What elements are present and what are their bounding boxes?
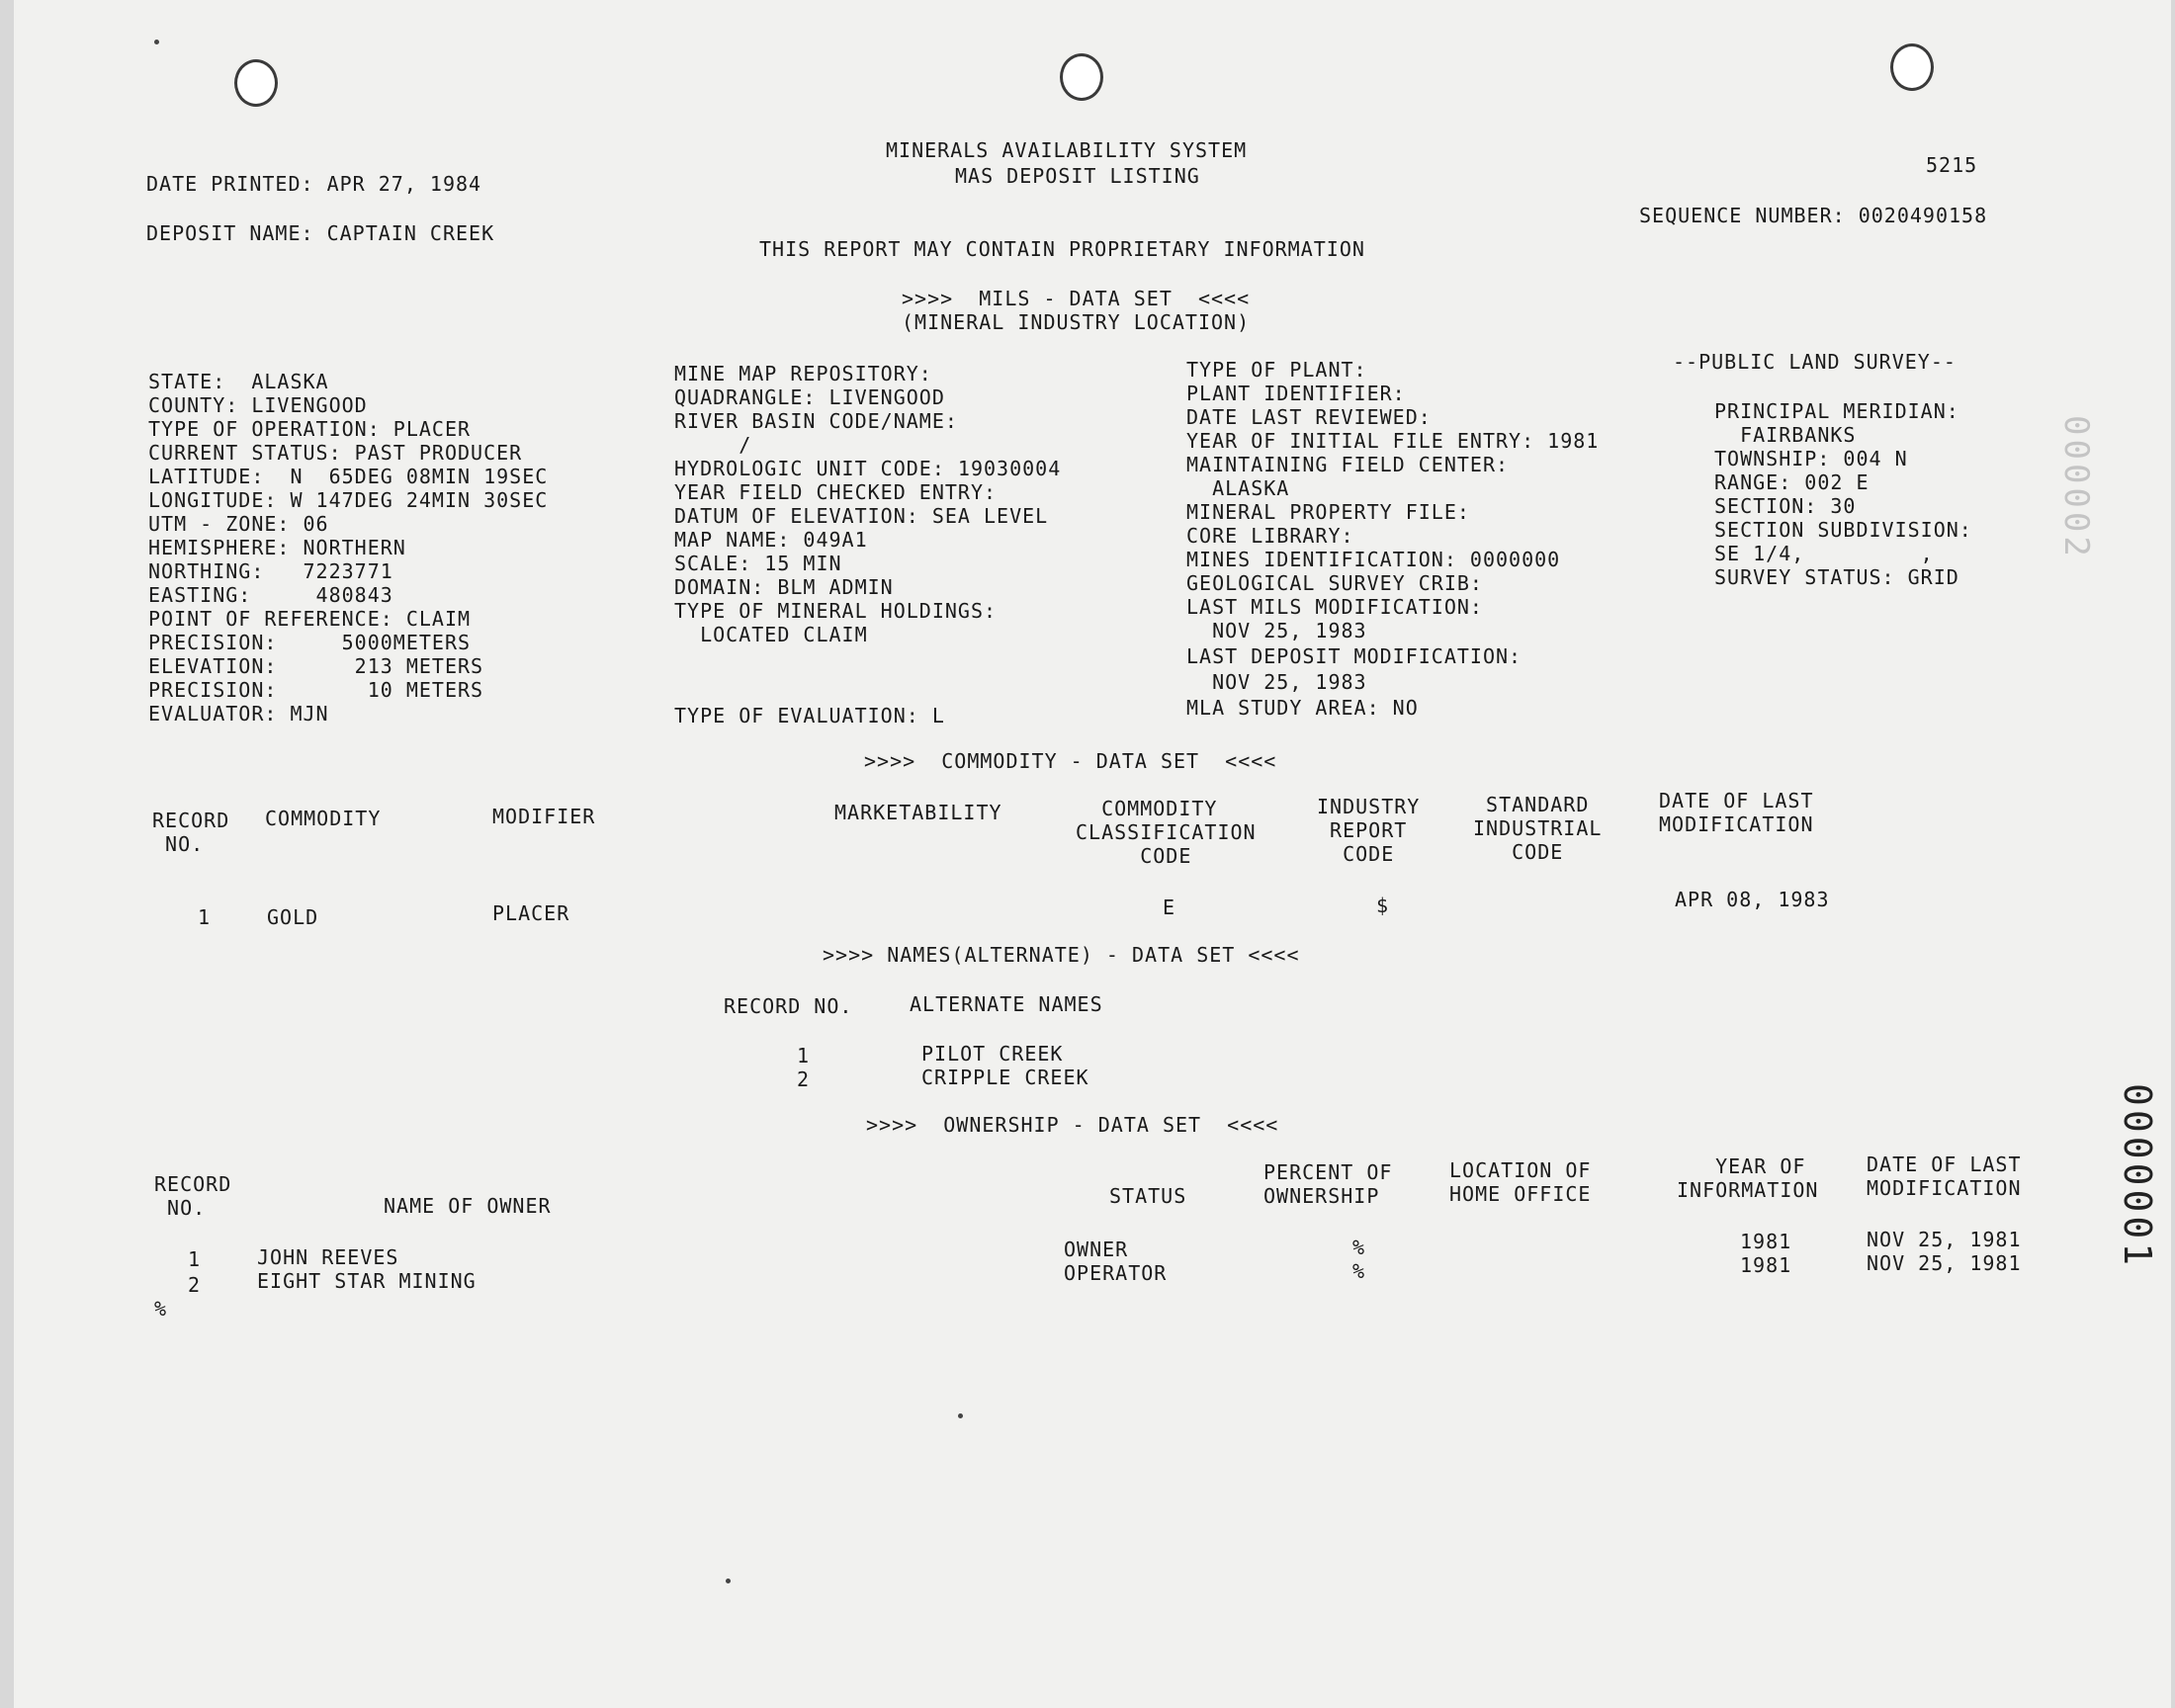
field-elevation-precision: PRECISION: 10 METERS	[148, 678, 484, 702]
field-point-of-reference: POINT OF REFERENCE: CLAIM	[148, 607, 472, 631]
commodity-col-sic: STANDARD INDUSTRIAL CODE	[1473, 793, 1603, 864]
commodity-col-modifier: MODIFIER	[492, 805, 596, 828]
field-last-mils-modification: LAST MILS MODIFICATION:	[1186, 595, 1483, 619]
ownership-record-no: 1	[188, 1247, 202, 1271]
field-utm-zone: UTM - ZONE: 06	[148, 512, 329, 536]
field-principal-meridian: PRINCIPAL MERIDIAN:	[1714, 399, 1959, 423]
field-hydrologic-unit: HYDROLOGIC UNIT CODE: 19030004	[674, 457, 1062, 480]
commodity-col-record: RECORD NO.	[152, 809, 230, 856]
field-field-center-value: ALASKA	[1186, 476, 1290, 500]
punch-hole-left	[234, 59, 278, 107]
commodity-class-code: E	[1163, 896, 1176, 919]
speck	[154, 40, 159, 44]
field-type-of-evaluation: TYPE OF EVALUATION: L	[674, 704, 945, 727]
field-scale: SCALE: 15 MIN	[674, 552, 842, 575]
margin-stamp-faint: 000002	[2056, 415, 2096, 560]
field-precision: PRECISION: 5000METERS	[148, 631, 472, 654]
public-land-survey-title: --PUBLIC LAND SURVEY--	[1673, 350, 1957, 374]
field-easting: EASTING: 480843	[148, 583, 393, 607]
field-mineral-holdings: TYPE OF MINERAL HOLDINGS:	[674, 599, 998, 623]
commodity-report-code: $	[1376, 894, 1390, 917]
listing-title: MAS DEPOSIT LISTING	[955, 164, 1200, 188]
commodity-modifier: PLACER	[492, 901, 570, 925]
field-northing: NORTHING: 7223771	[148, 559, 393, 583]
mils-title: >>>> MILS - DATA SET <<<<	[902, 287, 1251, 310]
commodity-col-classification: COMMODITY CLASSIFICATION CODE	[1076, 797, 1257, 868]
field-river-basin: RIVER BASIN CODE/NAME:	[674, 409, 958, 433]
names-record-no: 2	[797, 1068, 811, 1091]
system-title: MINERALS AVAILABILITY SYSTEM	[886, 138, 1248, 162]
field-survey-status: SURVEY STATUS: GRID	[1714, 565, 1959, 589]
ownership-date: NOV 25, 1981	[1867, 1251, 2022, 1275]
field-state: STATE: ALASKA	[148, 370, 329, 393]
field-mineral-holdings-value: LOCATED CLAIM	[674, 623, 868, 646]
ownership-footnote: %	[154, 1297, 168, 1321]
field-mla-study-area: MLA STUDY AREA: NO	[1186, 696, 1419, 720]
sequence-number: SEQUENCE NUMBER: 0020490158	[1639, 204, 1988, 227]
commodity-record-no: 1	[198, 905, 212, 929]
field-range: RANGE: 002 E	[1714, 470, 1870, 494]
field-geological-survey-crib: GEOLOGICAL SURVEY CRIB:	[1186, 571, 1483, 595]
field-longitude: LONGITUDE: W 147DEG 24MIN 30SEC	[148, 488, 549, 512]
deposit-name: DEPOSIT NAME: CAPTAIN CREEK	[146, 221, 495, 245]
names-col-record: RECORD NO.	[724, 994, 853, 1018]
field-quadrangle: QUADRANGLE: LIVENGOOD	[674, 385, 945, 409]
ownership-year: 1981	[1740, 1253, 1792, 1277]
field-section: SECTION: 30	[1714, 494, 1857, 518]
ownership-col-date: DATE OF LAST MODIFICATION	[1867, 1153, 2022, 1200]
ownership-owner-name: EIGHT STAR MINING	[257, 1269, 477, 1293]
punch-hole-center	[1060, 53, 1103, 101]
field-date-last-reviewed: DATE LAST REVIEWED:	[1186, 405, 1432, 429]
commodity-date: APR 08, 1983	[1675, 888, 1830, 911]
proprietary-notice: THIS REPORT MAY CONTAIN PROPRIETARY INFORMATION	[759, 237, 1365, 261]
ownership-record-no: 2	[188, 1273, 202, 1297]
ownership-status: OWNER	[1064, 1238, 1129, 1261]
field-core-library: CORE LIBRARY:	[1186, 524, 1354, 548]
mils-subtitle: (MINERAL INDUSTRY LOCATION)	[902, 310, 1251, 334]
field-river-basin-value: /	[674, 433, 752, 457]
field-mine-map-repository: MINE MAP REPOSITORY:	[674, 362, 932, 385]
speck	[726, 1579, 731, 1583]
field-domain: DOMAIN: BLM ADMIN	[674, 575, 894, 599]
ownership-col-year: YEAR OF INFORMATION	[1677, 1154, 1819, 1202]
document-page	[14, 0, 2171, 1708]
field-last-deposit-modification: LAST DEPOSIT MODIFICATION:	[1186, 644, 1522, 668]
ownership-date: NOV 25, 1981	[1867, 1228, 2022, 1251]
field-initial-file-entry: YEAR OF INITIAL FILE ENTRY: 1981	[1186, 429, 1600, 453]
field-type-of-plant: TYPE OF PLANT:	[1186, 358, 1367, 382]
margin-stamp-number: 0000001	[2116, 1083, 2159, 1270]
field-datum-elevation: DATUM OF ELEVATION: SEA LEVEL	[674, 504, 1049, 528]
field-year-field-checked: YEAR FIELD CHECKED ENTRY:	[674, 480, 998, 504]
commodity-col-industry-report: INDUSTRY REPORT CODE	[1317, 795, 1421, 866]
field-current-status: CURRENT STATUS: PAST PRODUCER	[148, 441, 523, 465]
field-last-deposit-modification-value: NOV 25, 1983	[1186, 670, 1367, 694]
names-record-no: 1	[797, 1044, 811, 1068]
names-alternate-name: CRIPPLE CREEK	[921, 1066, 1089, 1089]
field-map-name: MAP NAME: 049A1	[674, 528, 868, 552]
field-section-subdivision: SECTION SUBDIVISION:	[1714, 518, 1972, 542]
names-col-alternate: ALTERNATE NAMES	[910, 992, 1103, 1016]
speck	[958, 1413, 963, 1418]
date-printed: DATE PRINTED: APR 27, 1984	[146, 172, 482, 196]
commodity-col-commodity: COMMODITY	[265, 807, 382, 830]
ownership-year: 1981	[1740, 1230, 1792, 1253]
names-title: >>>> NAMES(ALTERNATE) - DATA SET <<<<	[823, 943, 1300, 967]
ownership-col-status: STATUS	[1109, 1184, 1187, 1208]
ownership-col-percent: PERCENT OF OWNERSHIP	[1263, 1160, 1393, 1208]
ownership-title: >>>> OWNERSHIP - DATA SET <<<<	[866, 1113, 1279, 1137]
field-field-center: MAINTAINING FIELD CENTER:	[1186, 453, 1510, 476]
commodity-col-date: DATE OF LAST MODIFICATION	[1659, 789, 1814, 836]
field-plant-identifier: PLANT IDENTIFIER:	[1186, 382, 1406, 405]
commodity-name: GOLD	[267, 905, 319, 929]
ownership-status: OPERATOR	[1064, 1261, 1168, 1285]
field-section-subdivision-value: SE 1/4, ,	[1714, 542, 1934, 565]
commodity-title: >>>> COMMODITY - DATA SET <<<<	[864, 749, 1277, 773]
names-alternate-name: PILOT CREEK	[921, 1042, 1064, 1066]
field-county: COUNTY: LIVENGOOD	[148, 393, 368, 417]
field-mines-identification: MINES IDENTIFICATION: 0000000	[1186, 548, 1561, 571]
field-hemisphere: HEMISPHERE: NORTHERN	[148, 536, 406, 559]
field-last-mils-modification-value: NOV 25, 1983	[1186, 619, 1367, 642]
ownership-col-location: LOCATION OF HOME OFFICE	[1449, 1158, 1592, 1206]
ownership-percent: %	[1352, 1259, 1366, 1283]
field-principal-meridian-value: FAIRBANKS	[1714, 423, 1857, 447]
field-township: TOWNSHIP: 004 N	[1714, 447, 1908, 470]
field-evaluator: EVALUATOR: MJN	[148, 702, 329, 726]
field-latitude: LATITUDE: N 65DEG 08MIN 19SEC	[148, 465, 549, 488]
punch-hole-right	[1890, 43, 1934, 91]
commodity-col-marketability: MARKETABILITY	[834, 801, 1002, 824]
field-operation-type: TYPE OF OPERATION: PLACER	[148, 417, 472, 441]
field-mineral-property-file: MINERAL PROPERTY FILE:	[1186, 500, 1470, 524]
ownership-col-record: RECORD NO.	[154, 1172, 232, 1220]
field-elevation: ELEVATION: 213 METERS	[148, 654, 484, 678]
ownership-percent: %	[1352, 1236, 1366, 1259]
page-number: 5215	[1926, 153, 1978, 177]
ownership-col-owner: NAME OF OWNER	[384, 1194, 552, 1218]
ownership-owner-name: JOHN REEVES	[257, 1245, 399, 1269]
